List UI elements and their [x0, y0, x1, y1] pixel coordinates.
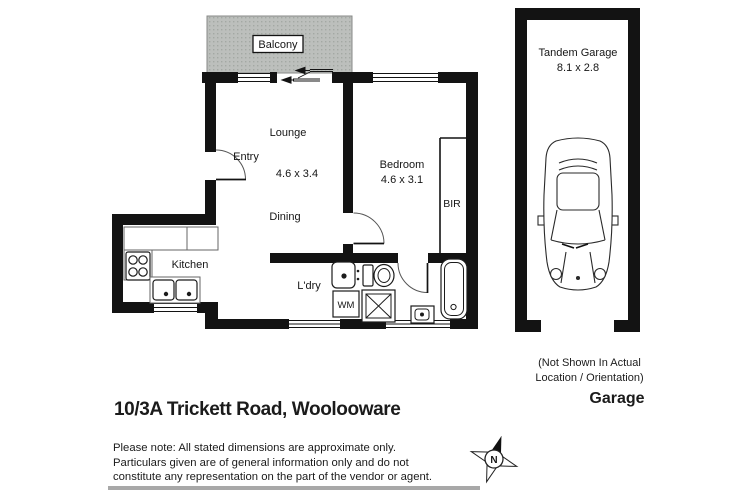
bedroom-window	[373, 74, 438, 82]
car-headlight-left	[551, 269, 562, 280]
car-emblem	[577, 277, 580, 280]
washing-machine-label: WM	[337, 300, 355, 311]
disclaimer-line1: Please note: All stated dimensions are approximate only.	[113, 442, 397, 454]
bedroom-label: Bedroom	[379, 159, 425, 171]
kitchen-counter-top	[124, 227, 218, 250]
property-address: 10/3A Trickett Road, Woolooware	[114, 399, 401, 420]
compass-icon	[464, 429, 524, 489]
lounge-dimensions: 4.6 x 3.4	[275, 168, 319, 180]
kitchen-label: Kitchen	[171, 259, 209, 271]
lounge-label: Lounge	[269, 127, 307, 139]
garage-dimensions: 8.1 x 2.8	[556, 62, 600, 74]
bedroom-dimensions: 4.6 x 3.1	[380, 174, 424, 186]
garage-note-line1: (Not Shown In Actual	[538, 357, 641, 369]
bir-lines	[440, 138, 466, 253]
lounge-window	[238, 74, 270, 82]
car-roof	[557, 173, 599, 210]
laundry-label: L'dry	[297, 280, 321, 292]
disclaimer-line2: Particulars given are of general information only and do not	[113, 456, 409, 469]
car-icon	[538, 138, 618, 290]
garage-plan	[515, 8, 640, 332]
bottom-edge-line	[108, 486, 480, 490]
bathtub-icon	[441, 259, 467, 319]
laundry-tub-icon	[332, 262, 359, 288]
vanity-icon	[411, 306, 434, 323]
cooktop-icon	[126, 252, 150, 280]
garage-location-note	[507, 356, 672, 385]
garage-title: Tandem Garage	[538, 47, 618, 59]
laundry-window	[289, 321, 340, 328]
entry-label: Entry	[233, 151, 259, 163]
sink-icon	[150, 277, 200, 303]
disclaimer-line3: constitute any representation on the part of the vendor or agent.	[113, 471, 433, 484]
disclaimer-text	[113, 441, 432, 485]
bir-label: BIR	[443, 198, 461, 210]
garage-note-line2: Location / Orientation)	[535, 371, 644, 384]
compass-north-label: N	[490, 454, 498, 466]
doors	[216, 150, 428, 293]
kitchen-window	[154, 304, 197, 312]
balcony-label: Balcony	[258, 39, 298, 51]
bathroom-fixtures	[362, 259, 467, 323]
toilet-icon	[363, 265, 394, 287]
dining-label: Dining	[269, 211, 301, 223]
car-body	[544, 138, 612, 290]
car-headlight-right	[595, 269, 606, 280]
slide-arrow-head-2	[282, 77, 291, 83]
apartment-plan	[112, 16, 478, 329]
shower-icon	[362, 290, 395, 322]
bedroom-door	[354, 213, 385, 244]
bathroom-door	[398, 263, 428, 293]
garage-caption: Garage	[589, 390, 645, 407]
